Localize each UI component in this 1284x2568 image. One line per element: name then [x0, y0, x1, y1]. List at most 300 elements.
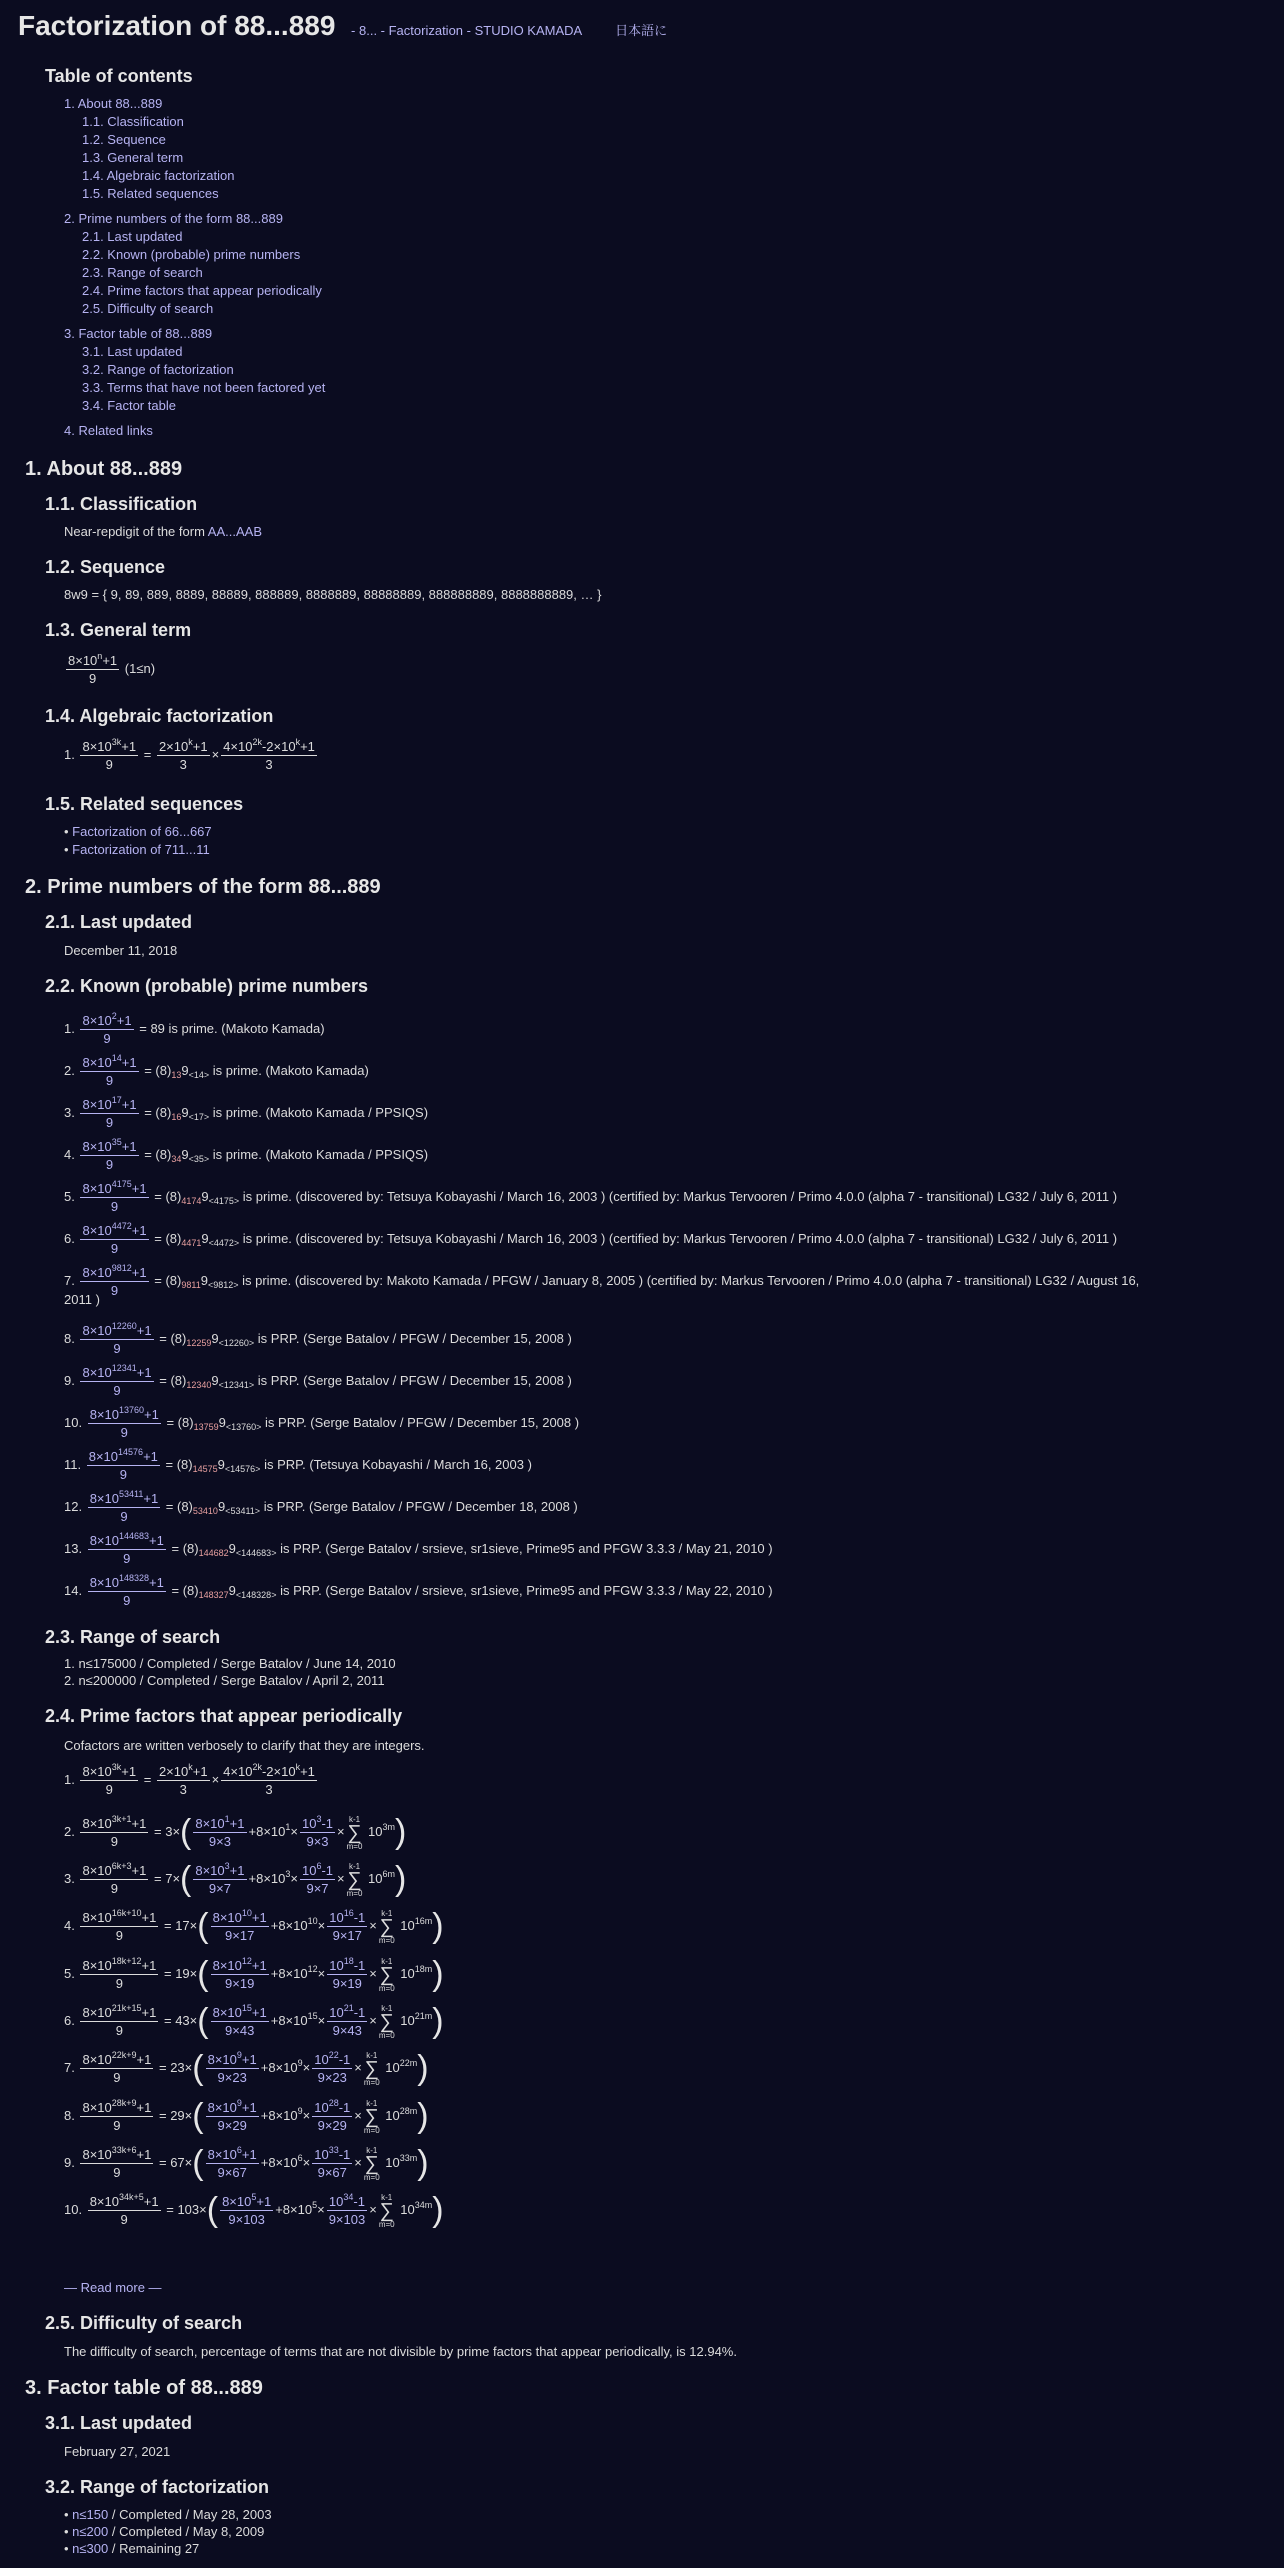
prime-length-value: 4472 [213, 1237, 234, 1248]
prime-number: 6. [64, 1230, 75, 1246]
exponent: 5 [312, 2199, 318, 2210]
prime-item: 3. $\frac{8\times 10^{17}+1}{9}$ = $(8)_{16}9_{<17>}$ is prime. (Makoto Kamada / PPSIQS) [64, 1095, 429, 1130]
prime-exponent: 53411 [119, 1489, 144, 1499]
prime-length: <14576> [224, 1463, 261, 1474]
left-paren: ( [206, 2191, 219, 2229]
prime-fraction[interactable]: $\frac{8\times 10^{9812}+1}{9}$ [82, 1263, 147, 1298]
exponent: 6k+3 [111, 1861, 132, 1871]
right-paren: ) [432, 1955, 444, 1993]
periodic-formula: 4. $\frac{8\times 10^{16k+10}+1}{9}$ = 17×( $\frac{8\times 10^{10}+1}{9\times 17}$ $+8\times 10^{10}\times$ $\frac{10^{16}-1}{9\times 17}$ ×k-1 ∑ m=0 $10^{16m}$) [64, 1907, 444, 1945]
divisor: 23 [332, 2070, 347, 2085]
multiplier: 103 [177, 2201, 200, 2217]
breadcrumb-link[interactable]: - 8... - Factorization - STUDIO KAMADA [351, 23, 582, 38]
range-item: 2. n≤200000 / Completed / Serge Batalov / April 2, 2011 [64, 1673, 385, 1688]
range-link[interactable]: n≤300 [72, 2541, 109, 2556]
exponent: 18k+12 [111, 1956, 142, 1966]
general-term-formula [64, 652, 155, 687]
prime-length-value: 9812 [213, 1279, 234, 1290]
cofactor-fraction[interactable]: $\frac{8\times 10^3+1}{9\times 7}$ [195, 1861, 245, 1896]
toc-item[interactable]: 1.5. Related sequences [82, 186, 219, 201]
prime-exponent: 9812 [111, 1263, 132, 1273]
prime-fraction[interactable]: $\frac{8\times 10^{53411}+1}{9}$ [89, 1489, 159, 1524]
periodic-heading: 2.4. Prime factors that appear periodically [45, 1706, 403, 1726]
prime-description: is prime. (discovered by: Tetsuya Kobayashi / March 16, 2003 ) (certified by: Markus Tervooren / Primo 4.0.0 (alpha 7 - transitional) LG32 / July 6, 2011 ) [242, 1188, 1118, 1204]
prime-description: is prime. (discovered by: Makoto Kamada / PFGW / January 8, 2005 ) (certified by: Markus Tervooren / Primo 4.0.0 (alpha 7 - transitional) LG32 / August 16, [242, 1272, 1140, 1288]
exponent: 6m [382, 1868, 396, 1879]
exponent: 5 [251, 2192, 257, 2202]
left-paren: ( [192, 2049, 204, 2087]
prime-repeat-count: 144682 [198, 1547, 229, 1558]
prime-repeat-count: 13759 [193, 1421, 219, 1432]
classification-heading: 1.1. Classification [45, 494, 198, 514]
toc-heading: Table of contents [45, 66, 193, 86]
toc-item[interactable]: 2.5. Difficulty of search [82, 301, 214, 316]
exponent: 3 [285, 1868, 291, 1879]
prime-repeat-count: 12340 [186, 1379, 212, 1390]
factor-range-item: • n≤200 / Completed / May 8, 2009 [64, 2524, 265, 2539]
prime-repeat-count: 13 [171, 1069, 182, 1080]
prime-number: 14. [64, 1582, 83, 1598]
prime-repeat-count: 4471 [181, 1237, 202, 1248]
sequence-text: 8w9 = { 9, 89, 889, 8889, 88889, 888889, 8888889, 88888889, 888888889, 8888888889, … } [64, 587, 602, 602]
last-updated-heading: 2.1. Last updated [45, 912, 193, 932]
cofactor-fraction[interactable]: $\frac{8\times 10^{15}+1}{9\times 43}$ [212, 2003, 267, 2038]
prime-fraction[interactable]: $\frac{8\times 10^{17}+1}{9}$ [82, 1095, 137, 1130]
related-item: • Factorization of 66...667 [64, 824, 212, 839]
general-term-heading: 1.3. General term [45, 620, 192, 640]
formula-number: 4. [64, 1917, 75, 1933]
cofactor-fraction[interactable]: $\frac{10^{34}-1}{9\times 103}$ [328, 2192, 366, 2227]
section-3-heading: 3. Factor table of 88...889 [25, 2377, 263, 2399]
related-link-667[interactable]: Factorization of 66...667 [72, 824, 212, 839]
prime-fraction[interactable]: $\frac{8\times 10^{148328}+1}{9}$ [89, 1573, 164, 1608]
sum-symbol: k-1 ∑ m=0 [378, 2003, 395, 2040]
prime-fraction[interactable]: $\frac{8\times 10^{12260}+1}{9}$ [82, 1321, 152, 1356]
exponent: 18m [414, 1963, 433, 1974]
lhs-fraction: $\frac{8\times 10^{22k+9}+1}{9}$ [82, 2050, 152, 2085]
exponent: 12 [307, 1963, 318, 1974]
formula-number: 7. [64, 2059, 75, 2075]
prime-fraction[interactable]: $\frac{8\times 10^{4175}+1}{9}$ [82, 1179, 147, 1214]
prime-length: <12260> [218, 1337, 255, 1348]
right-paren: ) [417, 2097, 429, 2135]
prime-exponent: 144683 [119, 1531, 150, 1541]
prime-description: = 89 is prime. (Makoto Kamada) [139, 1020, 325, 1036]
lhs-fraction: $\frac{8\times 10^{3k+1}+1}{9}$ [82, 1814, 147, 1849]
exponent: 28m [399, 2105, 418, 2116]
divisor: 103 [343, 2212, 366, 2227]
toc-item[interactable]: 3.2. Range of factorization [82, 362, 234, 377]
toc-item[interactable]: 2.1. Last updated [82, 229, 183, 244]
table-of-contents [45, 66, 193, 87]
prime-repeat-count: 14575 [192, 1463, 218, 1474]
exponent: 3m [382, 1821, 396, 1832]
divisor: 43 [239, 2023, 255, 2038]
prime-number: 8. [64, 1330, 75, 1346]
prime-description: is PRP. (Tetsuya Kobayashi / March 16, 2003 ) [264, 1456, 532, 1472]
prime-number: 2. [64, 1062, 75, 1078]
exponent: 21 [343, 2003, 354, 2013]
prime-length: <14> [188, 1069, 210, 1080]
prime-item: 11. $\frac{8\times 10^{14576}+1}{9}$ = $(8)_{14575}9_{<14576>}$ is PRP. (Tetsuya Kobayashi / March 16, 2003 ) [64, 1447, 532, 1482]
toc-item[interactable]: 2.2. Known (probable) prime numbers [82, 247, 301, 262]
prime-length-value: 53411 [230, 1505, 255, 1516]
divisor: 17 [347, 1928, 362, 1943]
exponent: 33 [328, 2145, 339, 2155]
prime-fraction[interactable]: $\frac{8\times 10^{14576}+1}{9}$ [88, 1447, 158, 1482]
prime-length: <148328> [235, 1589, 277, 1600]
multiplier: 43 [175, 2012, 190, 2028]
formula-number: 9. [64, 2154, 75, 2170]
prime-repeat-count: 9811 [181, 1279, 201, 1290]
divisor: 3 [321, 1834, 329, 1849]
divisor: 17 [239, 1928, 255, 1943]
prime-number: 10. [64, 1414, 83, 1430]
multiplier: 29 [170, 2107, 185, 2123]
divisor: 103 [243, 2212, 265, 2227]
cofactor-fraction[interactable]: $\frac{8\times 10^1+1}{9\times 3}$ [195, 1814, 245, 1849]
lhs-fraction: $\frac{8\times 10^{16k+10}+1}{9}$ [82, 1908, 157, 1943]
periodic-formula: 7. $\frac{8\times 10^{22k+9}+1}{9}$ = 23×( $\frac{8\times 10^9+1}{9\times 23}$ $+8\times 10^9\times$ $\frac{10^{22}-1}{9\times 23}$ ×k-1 ∑ m=0 $10^{22m}$) [64, 2049, 429, 2087]
periodic-note: Cofactors are written verbosely to clarify that they are integers. [64, 1738, 425, 1753]
prime-number: 12. [64, 1498, 83, 1514]
prime-fraction[interactable]: $\frac{8\times 10^{35}+1}{9}$ [82, 1137, 137, 1172]
prime-description: is PRP. (Serge Batalov / PFGW / December 15, 2008 ) [265, 1414, 580, 1430]
prime-length: <35> [188, 1153, 210, 1164]
prime-length-value: 35 [193, 1153, 204, 1164]
divisor: 43 [347, 2023, 362, 2038]
toc-item[interactable]: 3.3. Terms that have not been factored yet [82, 380, 326, 395]
toc-item[interactable]: 2. Prime numbers of the form 88...889 [64, 211, 283, 226]
prime-length: <9812> [207, 1279, 239, 1290]
exponent: 15 [241, 2003, 252, 2013]
cofactor-fraction[interactable]: $\frac{10^{22}-1}{9\times 23}$ [314, 2050, 351, 2085]
classification-link[interactable]: AA...AAB [207, 524, 262, 539]
divisor: 7 [223, 1881, 231, 1896]
exponent: 3 [224, 1861, 230, 1871]
exponent: 21m [414, 2010, 433, 2021]
prime-length-value: 148328 [241, 1589, 272, 1600]
left-paren: ( [197, 1955, 209, 1993]
periodic-formula: 3. $\frac{8\times 10^{6k+3}+1}{9}$ = 7×( $\frac{8\times 10^3+1}{9\times 7}$ $+8\times 10^3\times$ $\frac{10^6-1}{9\times 7}$ ×k-1 ∑ m=0 $10^{6m}$) [64, 1860, 407, 1898]
prime-fraction[interactable]: $\frac{8\times 10^{14}+1}{9}$ [82, 1053, 137, 1088]
exponent: 9 [297, 2105, 303, 2116]
classification-label: Near-repdigit of the form [64, 524, 208, 539]
related-link-711[interactable]: Factorization of 711...11 [72, 842, 210, 857]
prime-item: 10. $\frac{8\times 10^{13760}+1}{9}$ = $(8)_{13759}9_{<13760>}$ is PRP. (Serge Batalov / PFGW / December 15, 2008 ) [64, 1405, 580, 1440]
prime-number: 4. [64, 1146, 75, 1162]
prime-repeat-count: 148327 [198, 1589, 229, 1600]
exponent: 22m [399, 2057, 418, 2068]
language-link[interactable]: 日本語に [615, 23, 668, 38]
read-more-text[interactable]: — Read more — [64, 2280, 162, 2295]
cofactor-fraction[interactable]: $\frac{10^{16}-1}{9\times 17}$ [329, 1908, 366, 1943]
exponent: 21k+15 [111, 2003, 142, 2013]
prime-exponent: 17 [111, 1095, 122, 1105]
cofactor-fraction[interactable]: $\frac{10^{33}-1}{9\times 67}$ [314, 2145, 351, 2180]
prime-exponent: 12341 [111, 1363, 137, 1373]
prime-length-value: 13760 [231, 1421, 257, 1432]
cofactor-fraction[interactable]: $\frac{8\times 10^5+1}{9\times 103}$ [222, 2192, 272, 2227]
divisor: 67 [332, 2165, 347, 2180]
exponent: 16 [343, 1908, 354, 1918]
prime-item: 12. $\frac{8\times 10^{53411}+1}{9}$ = $(8)_{53410}9_{<53411>}$ is PRP. (Serge Batalov / PFGW / December 18, 2008 ) [64, 1489, 578, 1524]
formula-number: 8. [64, 2107, 75, 2123]
prime-description: is prime. (Makoto Kamada / PPSIQS) [212, 1104, 429, 1120]
right-paren: ) [432, 2191, 444, 2229]
prime-exponent: 14 [111, 1053, 122, 1063]
exponent: 9 [297, 2057, 303, 2068]
multiplier: 7 [165, 1870, 173, 1886]
sum-symbol: k-1 ∑ m=0 [363, 2098, 380, 2135]
lhs-fraction: $\frac{8\times 10^{34k+5}+1}{9}$ [89, 2192, 159, 2227]
prime-repeat-count: 12259 [186, 1337, 212, 1348]
cofactor-fraction[interactable]: $\frac{10^{21}-1}{9\times 43}$ [329, 2003, 366, 2038]
prime-fraction[interactable]: $\frac{8\times 10^{4472}+1}{9}$ [82, 1221, 147, 1256]
prime-item [64, 1012, 325, 1047]
read-more-link[interactable] [64, 2280, 162, 2295]
divisor: 19 [239, 1976, 255, 1991]
exponent: 18 [343, 1956, 354, 1966]
divisor: 29 [332, 2118, 347, 2133]
classification-text [64, 524, 262, 539]
prime-item: 2. $\frac{8\times 10^{14}+1}{9}$ = $(8)_{13}9_{<14>}$ is prime. (Makoto Kamada) [64, 1053, 369, 1088]
lhs-fraction: $\frac{8\times 10^{28k+9}+1}{9}$ [82, 2098, 152, 2133]
right-paren: ) [395, 1813, 407, 1851]
cofactor-fraction[interactable]: $\frac{10^{18}-1}{9\times 19}$ [329, 1956, 366, 1991]
right-paren: ) [432, 2002, 444, 2040]
exponent: 3k+1 [111, 1814, 132, 1824]
prime-item: 5. $\frac{8\times 10^{4175}+1}{9}$ = $(8)_{4174}9_{<4175>}$ is prime. (discovered by: Tetsuya Kobayashi / March 16, 2003 ) (certified by: Markus Tervooren / Primo 4.0.0 (alpha 7 - transitional) LG32 / July 6, 2011 ) [64, 1179, 1118, 1214]
factor-range-item: • n≤300 / Remaining 27 [64, 2541, 200, 2556]
cofactor-fraction[interactable]: $\frac{8\times 10^{10}+1}{9\times 17}$ [212, 1908, 267, 1943]
prime-fraction[interactable]: $\frac{8\times 10^{144683}+1}{9}$ [89, 1531, 164, 1566]
sequence-heading: 1.2. Sequence [45, 557, 166, 577]
prime-length-value: 4175 [213, 1195, 234, 1206]
algebraic-heading: 1.4. Algebraic factorization [45, 706, 274, 726]
prime-description-cont: 2011 ) [64, 1292, 100, 1307]
periodic-formula: 6. $\frac{8\times 10^{21k+15}+1}{9}$ = 43×( $\frac{8\times 10^{15}+1}{9\times 43}$ $+8\times 10^{15}\times$ $\frac{10^{21}-1}{9\times 43}$ ×k-1 ∑ m=0 $10^{21m}$) [64, 2002, 444, 2040]
prime-number: 9. [64, 1372, 75, 1388]
difficulty-text: The difficulty of search, percentage of terms that are not divisible by prime factors that appear periodically, is 12.94%. [64, 2344, 737, 2359]
periodic-formula-1: 1. $\frac{8\times 10^{3k}+1}{9}$ = $\frac{2\times 10^k+1}{3}$ × $\frac{4\times 10^{2k}-2\times 10^k+1}{3}$ [64, 1762, 315, 1797]
right-paren: ) [417, 2144, 429, 2182]
exponent: 10 [241, 1908, 252, 1918]
prime-length-value: 144683 [241, 1547, 272, 1558]
toc-item[interactable]: 1.3. General term [82, 150, 184, 165]
divisor: 29 [232, 2118, 247, 2133]
cofactor-fraction[interactable]: $\frac{10^3-1}{9\times 3}$ [301, 1814, 334, 1849]
related-heading: 1.5. Related sequences [45, 794, 244, 814]
prime-fraction[interactable]: $\frac{8\times 10^{13760}+1}{9}$ [89, 1405, 159, 1440]
cofactor-fraction[interactable]: $\frac{8\times 10^9+1}{9\times 29}$ [207, 2098, 257, 2133]
lhs-fraction: $\frac{8\times 10^{21k+15}+1}{9}$ [82, 2003, 157, 2038]
periodic-formula: 9. $\frac{8\times 10^{33k+6}+1}{9}$ = 67×( $\frac{8\times 10^6+1}{9\times 67}$ $+8\times 10^6\times$ $\frac{10^{33}-1}{9\times 67}$ ×k-1 ∑ m=0 $10^{33m}$) [64, 2144, 429, 2182]
sum-symbol: k-1 ∑ m=0 [378, 1956, 395, 1993]
prime-item: 14. $\frac{8\times 10^{148328}+1}{9}$ = $(8)_{148327}9_{<148328>}$ is PRP. (Serge Batalov / srsieve, sr1sieve, Prime95 and PFGW 3.3.3 / May 22, 2010 ) [64, 1573, 773, 1608]
prime-description: is PRP. (Serge Batalov / srsieve, sr1sieve, Prime95 and PFGW 3.3.3 / May 22, 2010 ) [280, 1582, 773, 1598]
prime-length: <144683> [235, 1547, 277, 1558]
prime-fraction[interactable]: $\frac{8\times 10^2+1}{9}$ [82, 1011, 132, 1046]
exponent: 6 [316, 1861, 322, 1871]
last-updated-date: December 11, 2018 [64, 943, 178, 958]
periodic-formula: 10. $\frac{8\times 10^{34k+5}+1}{9}$ = 103×( $\frac{8\times 10^5+1}{9\times 103}$ $+8\times 10^5\times$ $\frac{10^{34}-1}{9\times 103}$ ×k-1 ∑ m=0 $10^{34m}$) [64, 2191, 444, 2229]
multiplier: 17 [175, 1917, 190, 1933]
multiplier: 23 [170, 2059, 185, 2075]
prime-exponent: 14576 [118, 1447, 144, 1457]
exponent: 1 [285, 1821, 291, 1832]
prime-exponent: 13760 [119, 1405, 145, 1415]
sum-symbol: k-1 ∑ m=0 [363, 2145, 380, 2182]
multiplier: 3 [165, 1823, 173, 1839]
prime-length-value: 14 [193, 1069, 204, 1080]
prime-item: 8. $\frac{8\times 10^{12260}+1}{9}$ = $(8)_{12259}9_{<12260>}$ is PRP. (Serge Batalov / PFGW / December 15, 2008 ) [64, 1321, 572, 1356]
prime-length: <4175> [208, 1195, 240, 1206]
related-item: • Factorization of 711...11 [64, 842, 210, 857]
prime-item: 4. $\frac{8\times 10^{35}+1}{9}$ = $(8)_{34}9_{<35>}$ is prime. (Makoto Kamada / PPSIQS) [64, 1137, 429, 1172]
toc-item[interactable]: 1. About 88...889 [64, 96, 163, 111]
prime-repeat-count: 4174 [181, 1195, 202, 1206]
known-primes-heading: 2.2. Known (probable) prime numbers [45, 976, 369, 996]
sum-symbol: k-1 ∑ m=0 [363, 2050, 380, 2087]
toc-item[interactable]: 3. Factor table of 88...889 [64, 326, 213, 341]
prime-number: 7. [64, 1272, 75, 1288]
exponent: 34 [343, 2192, 354, 2202]
periodic-formula: 8. $\frac{8\times 10^{28k+9}+1}{9}$ = 29×( $\frac{8\times 10^9+1}{9\times 29}$ $+8\times 10^9\times$ $\frac{10^{28}-1}{9\times 29}$ ×k-1 ∑ m=0 $10^{28m}$) [64, 2097, 429, 2135]
periodic-formula: 5. $\frac{8\times 10^{18k+12}+1}{9}$ = 19×( $\frac{8\times 10^{12}+1}{9\times 19}$ $+8\times 10^{12}\times$ $\frac{10^{18}-1}{9\times 19}$ ×k-1 ∑ m=0 $10^{18m}$) [64, 1955, 444, 1993]
prime-exponent: 12260 [111, 1321, 137, 1331]
exponent: 12 [241, 1956, 252, 1966]
exponent: 16k+10 [111, 1908, 142, 1918]
exponent: 10 [307, 1915, 318, 1926]
page-header [18, 10, 667, 42]
exponent: 1 [224, 1814, 230, 1824]
formula-number: 3. [64, 1870, 75, 1886]
sum-symbol: k-1 ∑ m=0 [346, 1814, 363, 1851]
factor-updated-date: February 27, 2021 [64, 2444, 171, 2459]
prime-description: is prime. (Makoto Kamada) [212, 1062, 369, 1078]
prime-exponent: 2 [111, 1011, 117, 1021]
prime-repeat-count: 34 [171, 1153, 182, 1164]
cofactor-fraction[interactable]: $\frac{8\times 10^6+1}{9\times 67}$ [207, 2145, 257, 2180]
lhs-fraction: $\frac{8\times 10^{6k+3}+1}{9}$ [82, 1861, 147, 1896]
prime-exponent: 148328 [119, 1573, 150, 1583]
prime-number: 5. [64, 1188, 75, 1204]
algebraic-formula: 1. $\frac{8\times 10^{3k}+1}{9}$ = $\frac{2\times 10^k+1}{3}$ × $\frac{4\times 10^{2k}-2\times 10^k+1}{3}$ [64, 737, 315, 772]
exponent: 3 [316, 1814, 322, 1824]
divisor: 23 [232, 2070, 247, 2085]
prime-description: is PRP. (Serge Batalov / PFGW / December 15, 2008 ) [257, 1330, 572, 1346]
prime-number: 3. [64, 1104, 75, 1120]
difficulty-heading: 2.5. Difficulty of search [45, 2313, 243, 2333]
exponent: 33m [399, 2152, 418, 2163]
toc-item[interactable]: 3.1. Last updated [82, 344, 183, 359]
sum-symbol: k-1 ∑ m=0 [378, 2192, 395, 2229]
prime-exponent: 35 [111, 1137, 122, 1147]
exponent: 22 [328, 2050, 339, 2060]
left-paren: ( [197, 1907, 209, 1945]
exponent: 34m [414, 2199, 433, 2210]
prime-length: <13760> [225, 1421, 262, 1432]
factor-range-heading: 3.2. Range of factorization [45, 2477, 270, 2497]
prime-length: <53411> [225, 1505, 261, 1516]
toc-item[interactable]: 2.3. Range of search [82, 265, 203, 280]
formula-number: 2. [64, 1823, 75, 1839]
toc-item[interactable]: 2.4. Prime factors that appear periodically [82, 283, 322, 298]
prime-fraction[interactable]: $\frac{8\times 10^{12341}+1}{9}$ [82, 1363, 152, 1398]
cofactor-fraction[interactable]: $\frac{10^{28}-1}{9\times 29}$ [314, 2098, 351, 2133]
prime-repeat-count: 16 [171, 1111, 182, 1122]
range-item: 1. n≤175000 / Completed / Serge Batalov / June 14, 2010 [64, 1656, 396, 1671]
prime-length-value: 17 [193, 1111, 204, 1122]
range-link[interactable]: n≤200 [72, 2524, 109, 2539]
lhs-fraction: $\frac{8\times 10^{18k+12}+1}{9}$ [82, 1956, 157, 1991]
exponent: 9 [236, 2098, 242, 2108]
range-status: / Completed / May 28, 2003 [108, 2507, 272, 2522]
exponent: 6 [297, 2152, 303, 2163]
prime-repeat-count: 53410 [192, 1505, 218, 1516]
left-paren: ( [197, 2002, 209, 2040]
toc-item[interactable]: 1.2. Sequence [82, 132, 166, 147]
divisor: 3 [223, 1834, 231, 1849]
prime-item: 6. $\frac{8\times 10^{4472}+1}{9}$ = $(8)_{4471}9_{<4472>}$ is prime. (discovered by: Tetsuya Kobayashi / March 16, 2003 ) (certified by: Markus Tervooren / Primo 4.0.0 (alpha 7 - transitional) LG32 / July 6, 2011 ) [64, 1221, 1118, 1256]
prime-description: is prime. (Makoto Kamada / PPSIQS) [212, 1146, 429, 1162]
divisor: 67 [232, 2165, 247, 2180]
prime-number: 1. [64, 1020, 75, 1036]
left-paren: ( [192, 2144, 204, 2182]
toc-item[interactable]: 1.4. Algebraic factorization [82, 168, 235, 183]
right-paren: ) [395, 1860, 407, 1898]
exponent: 28k+9 [111, 2098, 137, 2108]
factor-range-item: • n≤150 / Completed / May 28, 2003 [64, 2507, 272, 2522]
multiplier: 67 [170, 2154, 185, 2170]
cofactor-fraction[interactable]: $\frac{8\times 10^9+1}{9\times 23}$ [207, 2050, 257, 2085]
range-link[interactable]: n≤150 [72, 2507, 109, 2522]
cofactor-fraction[interactable]: $\frac{10^6-1}{9\times 7}$ [301, 1861, 334, 1896]
cofactor-fraction[interactable]: $\frac{8\times 10^{12}+1}{9\times 19}$ [212, 1956, 267, 1991]
section-2-heading: 2. Prime numbers of the form 88...889 [25, 876, 381, 898]
prime-description: is PRP. (Serge Batalov / PFGW / December 18, 2008 ) [263, 1498, 578, 1514]
exponent: 16m [414, 1915, 433, 1926]
prime-description: is PRP. (Serge Batalov / PFGW / December 15, 2008 ) [257, 1372, 572, 1388]
left-paren: ( [180, 1860, 192, 1898]
periodic-formula: 2. $\frac{8\times 10^{3k+1}+1}{9}$ = 3×( $\frac{8\times 10^1+1}{9\times 3}$ $+8\times 10^1\times$ $\frac{10^3-1}{9\times 3}$ ×k-1 ∑ m=0 $10^{3m}$) [64, 1813, 407, 1851]
sum-symbol: k-1 ∑ m=0 [346, 1861, 363, 1898]
exponent: 22k+9 [111, 2050, 137, 2060]
formula-number: 5. [64, 1965, 75, 1981]
page-title: Factorization of 88...889 [18, 10, 336, 41]
toc-item[interactable]: 1.1. Classification [82, 114, 184, 129]
prime-number: 11. [64, 1456, 82, 1472]
prime-length-value: 12341 [223, 1379, 249, 1390]
exponent: 6 [236, 2145, 242, 2155]
prime-description: is PRP. (Serge Batalov / srsieve, sr1sieve, Prime95 and PFGW 3.3.3 / May 21, 2010 ) [280, 1540, 773, 1556]
right-paren: ) [417, 2049, 429, 2087]
exponent: 28 [328, 2098, 339, 2108]
range-status: / Completed / May 8, 2009 [108, 2524, 265, 2539]
prime-length: <4472> [208, 1237, 240, 1248]
divisor: 19 [347, 1976, 362, 1991]
prime-number: 13. [64, 1540, 83, 1556]
toc-item[interactable]: 3.4. Factor table [82, 398, 176, 413]
prime-item: 13. $\frac{8\times 10^{144683}+1}{9}$ = $(8)_{144682}9_{<144683>}$ is PRP. (Serge Batalov / srsieve, sr1sieve, Prime95 and PFGW 3.3.3 / May 21, 2010 ) [64, 1531, 773, 1566]
section-1-heading: 1. About 88...889 [25, 458, 183, 480]
prime-length-value: 14576 [230, 1463, 256, 1474]
toc-item[interactable]: 4. Related links [64, 423, 153, 438]
prime-item: 9. $\frac{8\times 10^{12341}+1}{9}$ = $(8)_{12340}9_{<12341>}$ is PRP. (Serge Batalov / PFGW / December 15, 2008 ) [64, 1363, 572, 1398]
range-heading: 2.3. Range of search [45, 1627, 221, 1647]
exponent: 34k+5 [119, 2192, 144, 2202]
